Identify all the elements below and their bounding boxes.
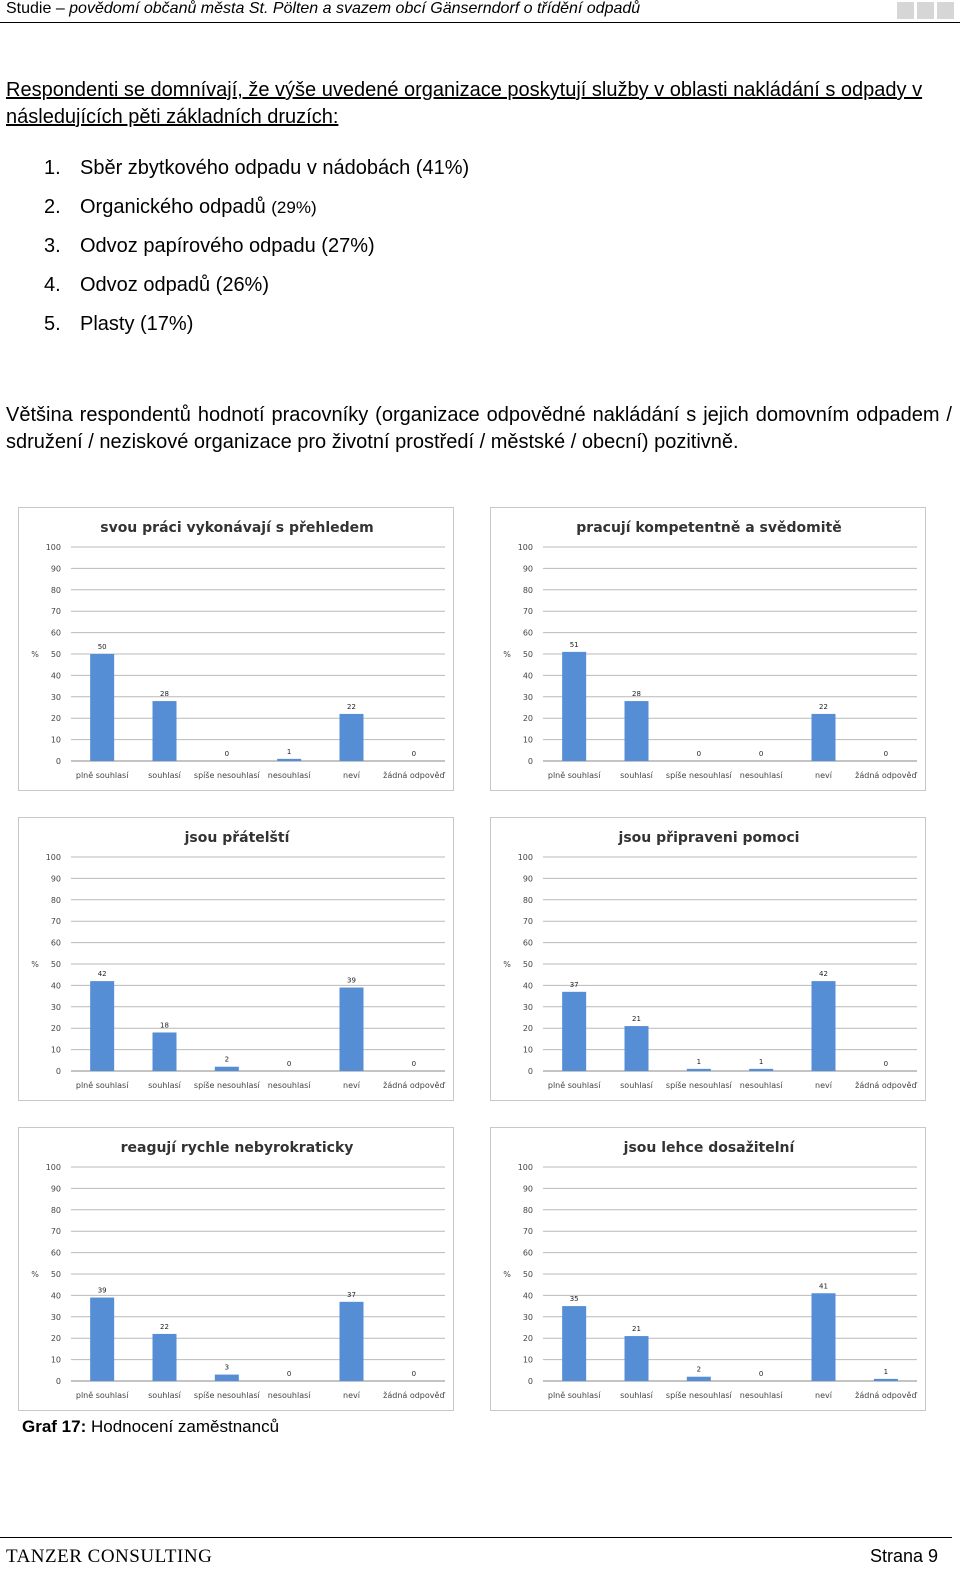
bar-value-label: 22 (347, 702, 356, 711)
y-tick-label: 0 (55, 1067, 61, 1076)
header-decoration (897, 2, 954, 19)
bar (687, 1069, 711, 1071)
chart-svg (491, 818, 927, 1102)
y-axis-label: % (31, 960, 39, 969)
y-tick-label: 20 (522, 1024, 533, 1034)
y-tick-label: 40 (50, 981, 61, 991)
intro-text: Respondenti se domnívají, že výše uvedené organizace poskytují služby v oblasti nakládání s odpady v následujících pěti základních druzích: (6, 79, 923, 128)
y-tick-label: 70 (522, 607, 533, 617)
y-tick-label: 80 (522, 1205, 533, 1215)
y-tick-label: 30 (522, 1312, 533, 1322)
x-category-label: neví (815, 1081, 832, 1090)
bar-value-label: 3 (224, 1363, 230, 1372)
y-tick-label: 40 (522, 1291, 533, 1301)
y-tick-label: 10 (522, 735, 533, 745)
bar-value-label: 0 (286, 1060, 292, 1068)
bar-value-label: 0 (696, 750, 702, 758)
y-tick-label: 30 (522, 692, 533, 702)
x-category-label: neví (343, 771, 360, 780)
chart-friendliness (18, 817, 454, 1101)
footer-page-number: Strana 9 (869, 1546, 938, 1566)
bar-value-label: 39 (347, 976, 356, 985)
chart-title: jsou připraveni pomoci (618, 830, 800, 846)
y-axis-label: % (31, 650, 39, 659)
y-tick-label: 60 (522, 1248, 533, 1258)
x-category-label: souhlasí (620, 1081, 653, 1090)
y-tick-label: 0 (55, 757, 61, 766)
bar (90, 1298, 114, 1381)
bar-value-label: 0 (883, 750, 889, 758)
bar-value-label: 51 (569, 640, 579, 649)
y-tick-label: 60 (50, 628, 61, 638)
y-tick-label: 10 (522, 1045, 533, 1055)
bar (625, 701, 649, 761)
x-category-label: neví (815, 771, 832, 780)
bar-value-label: 21 (632, 1015, 641, 1024)
y-tick-label: 80 (50, 1205, 61, 1215)
y-tick-label: 50 (50, 1270, 61, 1279)
bar (153, 1032, 177, 1071)
y-tick-label: 30 (50, 1312, 61, 1322)
header-title-prefix: Studie – (6, 0, 70, 17)
x-category-label: žádná odpověď (383, 1081, 445, 1090)
footer-divider (0, 1537, 952, 1538)
y-tick-label: 90 (522, 1184, 533, 1194)
list-item: 3. Odvoz papírového odpadu (27%) (44, 235, 375, 257)
figure-caption: Graf 17: Hodnocení zaměstnanců (22, 1417, 280, 1436)
chart-svg (19, 818, 455, 1102)
service-list (44, 149, 469, 344)
x-category-label: souhlasí (148, 1391, 181, 1400)
bar (874, 1379, 898, 1381)
chart-helpfulness (490, 817, 926, 1101)
y-tick-label: 100 (45, 1163, 61, 1172)
y-tick-label: 0 (527, 757, 533, 766)
bar-value-label: 39 (97, 1286, 107, 1295)
y-tick-label: 30 (50, 692, 61, 702)
bar-value-label: 1 (286, 747, 292, 756)
header-box (917, 2, 934, 19)
bar-value-label: 42 (819, 970, 828, 979)
x-category-label: souhlasí (620, 1391, 653, 1400)
y-tick-label: 50 (522, 650, 533, 659)
header-box (937, 2, 954, 19)
x-category-label: spíše nesouhlasí (665, 771, 732, 780)
chart-title: svou práci vykonávají s přehledem (100, 520, 374, 536)
y-tick-label: 0 (55, 1377, 61, 1386)
chart-accessibility (490, 1127, 926, 1411)
bar-value-label: 50 (97, 643, 107, 651)
bar (340, 988, 364, 1071)
bar-value-label: 0 (286, 1370, 292, 1378)
y-tick-label: 70 (522, 1227, 533, 1237)
bar-value-label: 28 (632, 690, 641, 699)
y-axis-label: % (503, 960, 511, 969)
bar-value-label: 0 (758, 750, 764, 758)
evaluation-paragraph: Většina respondentů hodnotí pracovníky (organizace odpovědné nakládání s jejich domovním odpadem / sdružení / neziskové organizace pro životní prostředí / městské / obecní) pozitivně. (6, 404, 952, 453)
y-tick-label: 10 (50, 1045, 61, 1055)
bar (90, 654, 114, 761)
y-tick-label: 30 (522, 1002, 533, 1012)
bar (562, 992, 586, 1071)
x-category-label: žádná odpověď (855, 1081, 917, 1090)
header-title-italic: povědomí občanů města St. Pölten a svazem obcí Gänserndorf o třídění odpadů (69, 0, 641, 17)
y-tick-label: 30 (50, 1002, 61, 1012)
bar-value-label: 1 (883, 1367, 889, 1376)
y-tick-label: 90 (522, 564, 533, 574)
y-tick-label: 20 (50, 714, 61, 724)
y-tick-label: 40 (50, 671, 61, 681)
x-category-label: spíše nesouhlasí (193, 1391, 260, 1400)
y-tick-label: 0 (527, 1067, 533, 1076)
bar (153, 701, 177, 761)
y-tick-label: 70 (522, 917, 533, 927)
y-tick-label: 20 (50, 1024, 61, 1034)
chart-responsiveness (18, 1127, 454, 1411)
bar-value-label: 22 (819, 702, 828, 711)
bar (812, 714, 836, 761)
x-category-label: neví (343, 1081, 360, 1090)
bar-value-label: 28 (160, 690, 169, 699)
y-tick-label: 90 (50, 1184, 61, 1194)
y-tick-label: 50 (522, 1270, 533, 1279)
bar (90, 981, 114, 1071)
y-tick-label: 60 (50, 1248, 61, 1258)
chart-svg (19, 508, 455, 792)
bar-value-label: 0 (411, 1060, 417, 1068)
chart-svg (491, 508, 927, 792)
y-tick-label: 80 (522, 585, 533, 595)
y-tick-label: 80 (522, 895, 533, 905)
x-category-label: spíše nesouhlasí (665, 1391, 732, 1400)
chart-title: jsou lehce dosažitelní (623, 1140, 795, 1156)
y-tick-label: 50 (50, 650, 61, 659)
chart-overview (18, 507, 454, 791)
bar-value-label: 21 (632, 1325, 641, 1334)
header-title (6, 0, 640, 18)
x-category-label: souhlasí (148, 1081, 181, 1090)
bar-value-label: 2 (696, 1365, 702, 1374)
header-box (897, 2, 914, 19)
bar (340, 1302, 364, 1381)
chart-svg (19, 1128, 455, 1412)
x-category-label: plně souhlasí (547, 1081, 601, 1090)
chart-svg (491, 1128, 927, 1412)
y-tick-label: 100 (45, 543, 61, 552)
list-item: 4. Odvoz odpadů (26%) (44, 274, 270, 296)
x-category-label: žádná odpověď (855, 771, 917, 780)
x-category-label: spíše nesouhlasí (665, 1081, 732, 1090)
x-category-label: nesouhlasí (267, 771, 311, 780)
x-category-label: plně souhlasí (75, 1391, 129, 1400)
x-category-label: souhlasí (620, 771, 653, 780)
y-tick-label: 70 (50, 1227, 61, 1237)
chart-title: jsou přátelští (184, 830, 290, 846)
y-tick-label: 60 (522, 628, 533, 638)
y-tick-label: 20 (50, 1334, 61, 1344)
y-tick-label: 10 (50, 735, 61, 745)
list-item: 2. Organického odpadů (29%) (44, 196, 317, 218)
bar-value-label: 0 (411, 750, 417, 758)
y-tick-label: 70 (50, 607, 61, 617)
bar-value-label: 0 (758, 1370, 764, 1378)
bar (687, 1377, 711, 1381)
x-category-label: plně souhlasí (547, 771, 601, 780)
chart-title: reagují rychle nebyrokraticky (120, 1140, 354, 1156)
bar-value-label: 0 (224, 750, 230, 758)
bar-value-label: 35 (569, 1295, 579, 1304)
bar (153, 1334, 177, 1381)
y-tick-label: 100 (45, 853, 61, 862)
y-tick-label: 20 (522, 714, 533, 724)
bar (749, 1069, 773, 1071)
x-category-label: nesouhlasí (739, 1391, 783, 1400)
y-tick-label: 80 (50, 895, 61, 905)
x-category-label: nesouhlasí (739, 1081, 783, 1090)
bar (562, 1306, 586, 1381)
y-tick-label: 60 (522, 938, 533, 948)
bar-value-label: 1 (758, 1057, 764, 1066)
chart-competence (490, 507, 926, 791)
y-tick-label: 10 (522, 1355, 533, 1365)
bar (625, 1336, 649, 1381)
y-tick-label: 80 (50, 585, 61, 595)
y-tick-label: 90 (522, 874, 533, 884)
bar-value-label: 2 (224, 1055, 230, 1064)
x-category-label: neví (815, 1391, 832, 1400)
chart-title: pracují kompetentně a svědomitě (576, 520, 842, 536)
y-tick-label: 40 (522, 981, 533, 991)
bar (812, 981, 836, 1071)
list-item: 1. Sběr zbytkového odpadu v nádobách (41%) (44, 157, 470, 179)
page-header (0, 0, 960, 23)
bar (562, 652, 586, 761)
x-category-label: nesouhlasí (267, 1391, 311, 1400)
y-tick-label: 0 (527, 1377, 533, 1386)
bar-value-label: 37 (347, 1290, 356, 1299)
bar (625, 1026, 649, 1071)
y-tick-label: 50 (522, 960, 533, 969)
bar (215, 1067, 239, 1071)
footer-company: TANZER CONSULTING (6, 1546, 213, 1567)
bar-value-label: 37 (569, 980, 579, 989)
y-axis-label: % (503, 1270, 511, 1279)
x-category-label: žádná odpověď (855, 1391, 917, 1400)
y-tick-label: 60 (50, 938, 61, 948)
x-category-label: souhlasí (148, 771, 181, 780)
y-tick-label: 100 (517, 543, 533, 552)
y-tick-label: 40 (522, 671, 533, 681)
bar-value-label: 1 (696, 1057, 702, 1066)
list-item: 5. Plasty (17%) (44, 313, 194, 335)
y-tick-label: 20 (522, 1334, 533, 1344)
bar-value-label: 0 (411, 1370, 417, 1378)
x-category-label: spíše nesouhlasí (193, 1081, 260, 1090)
y-tick-label: 10 (50, 1355, 61, 1365)
x-category-label: žádná odpověď (383, 1391, 445, 1400)
y-tick-label: 100 (517, 853, 533, 862)
y-tick-label: 40 (50, 1291, 61, 1301)
x-category-label: plně souhlasí (547, 1391, 601, 1400)
bar-value-label: 18 (160, 1021, 169, 1030)
x-category-label: žádná odpověď (383, 771, 445, 780)
bar-value-label: 0 (883, 1060, 889, 1068)
y-tick-label: 100 (517, 1163, 533, 1172)
y-tick-label: 90 (50, 874, 61, 884)
y-axis-label: % (503, 650, 511, 659)
bar (215, 1375, 239, 1381)
bar-value-label: 42 (97, 970, 107, 979)
bar (812, 1293, 836, 1381)
x-category-label: plně souhlasí (75, 771, 129, 780)
bar (277, 759, 301, 761)
y-tick-label: 70 (50, 917, 61, 927)
y-tick-label: 90 (50, 564, 61, 574)
x-category-label: nesouhlasí (267, 1081, 311, 1090)
bar (340, 714, 364, 761)
x-category-label: spíše nesouhlasí (193, 771, 260, 780)
bar-value-label: 41 (819, 1282, 828, 1291)
x-category-label: nesouhlasí (739, 771, 783, 780)
x-category-label: plně souhlasí (75, 1081, 129, 1090)
bar-value-label: 22 (160, 1322, 169, 1331)
y-tick-label: 50 (50, 960, 61, 969)
x-category-label: neví (343, 1391, 360, 1400)
y-axis-label: % (31, 1270, 39, 1279)
